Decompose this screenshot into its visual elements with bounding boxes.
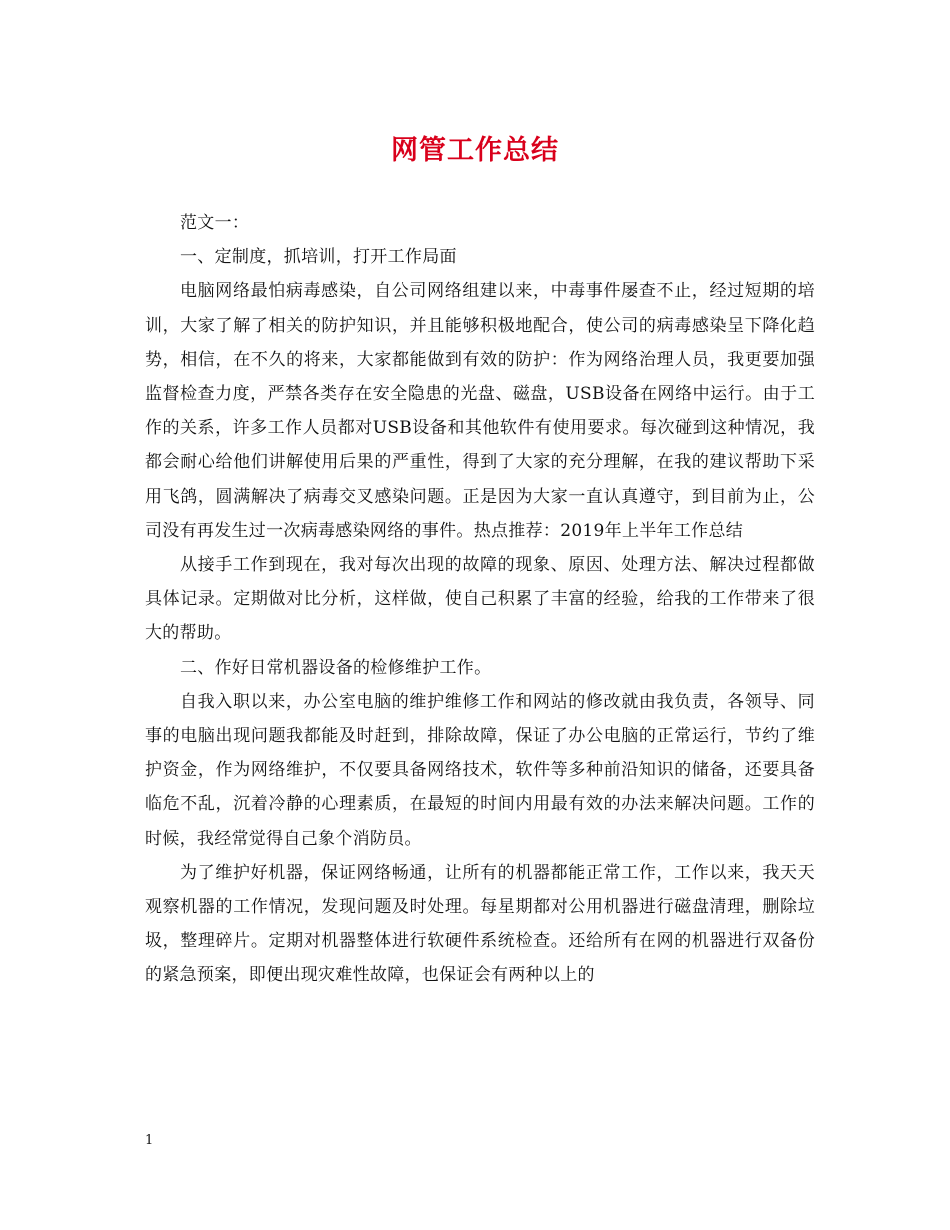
paragraph-fault-records: 从接手工作到现在，我对每次出现的故障的现象、原因、处理方法、解决过程都做具体记录。定期做对比分析，这样做，使自己积累了丰富的经验，给我的工作带来了很大的帮助。 [145,555,815,644]
paragraph-section-one-heading: 一、定制度，抓培训，打开工作局面 [180,247,457,268]
paragraph-machine-upkeep: 为了维护好机器，保证网络畅通，让所有的机器都能正常工作，工作以来，我天天观察机器的工作情况，发现问题及时处理。每星期都对公用机器进行磁盘清理，删除垃圾，整理碎片。定期对机器整体进行软硬件系统检查。还给所有在网的机器进行双备份的紧急预案，即便出现灾难性故障，也保证会有两种以上的 [145,862,815,986]
paragraph-sample-heading: 范文一： [180,213,250,233]
paragraph-virus-protection: 电脑网络最怕病毒感染，自公司网络组建以来，中毒事件屡查不止，经过短期的培训，大家了解了相关的防护知识，并且能够积极地配合，使公司的病毒感染呈下降化趋势，相信，在不久的将来，大家都能做到有效的防护：作为网络治理人员，我更要加强监督检查力度，严禁各类存在安全隐患的光盘、磁盘，USB设备在网络中运行。由于工作的关系，许多工作人员都对USB设备和其他软件有使用要求。每次碰到这种情况，我都会耐心给他们讲解使用后果的严重性，得到了大家的充分理解，在我的建议帮助下采用飞鸽，圆满解决了病毒交叉感染问题。正是因为大家一直认真遵守，到目前为止，公司没有再发生过一次病毒感染网络的事件。热点推荐：2019年上半年工作总结 [145,281,815,541]
page-number: 1 [145,1133,154,1148]
document-body [145,206,815,993]
paragraph-section-two-heading: 二、作好日常机器设备的检修维护工作。 [180,657,492,678]
paragraph-maintenance-duty: 自我入职以来，办公室电脑的维护维修工作和网站的修改就由我负责，各领导、同事的电脑出现问题我都能及时赶到，排除故障，保证了办公电脑的正常运行，节约了维护资金，作为网络维护，不仅要具备网络技术，软件等多种前沿知识的储备，还要具备临危不乱，沉着冷静的心理素质，在最短的时间内用最有效的办法来解决问题。工作的时候，我经常觉得自己象个消防员。 [145,691,815,849]
document-title: 网管工作总结 [391,135,559,166]
